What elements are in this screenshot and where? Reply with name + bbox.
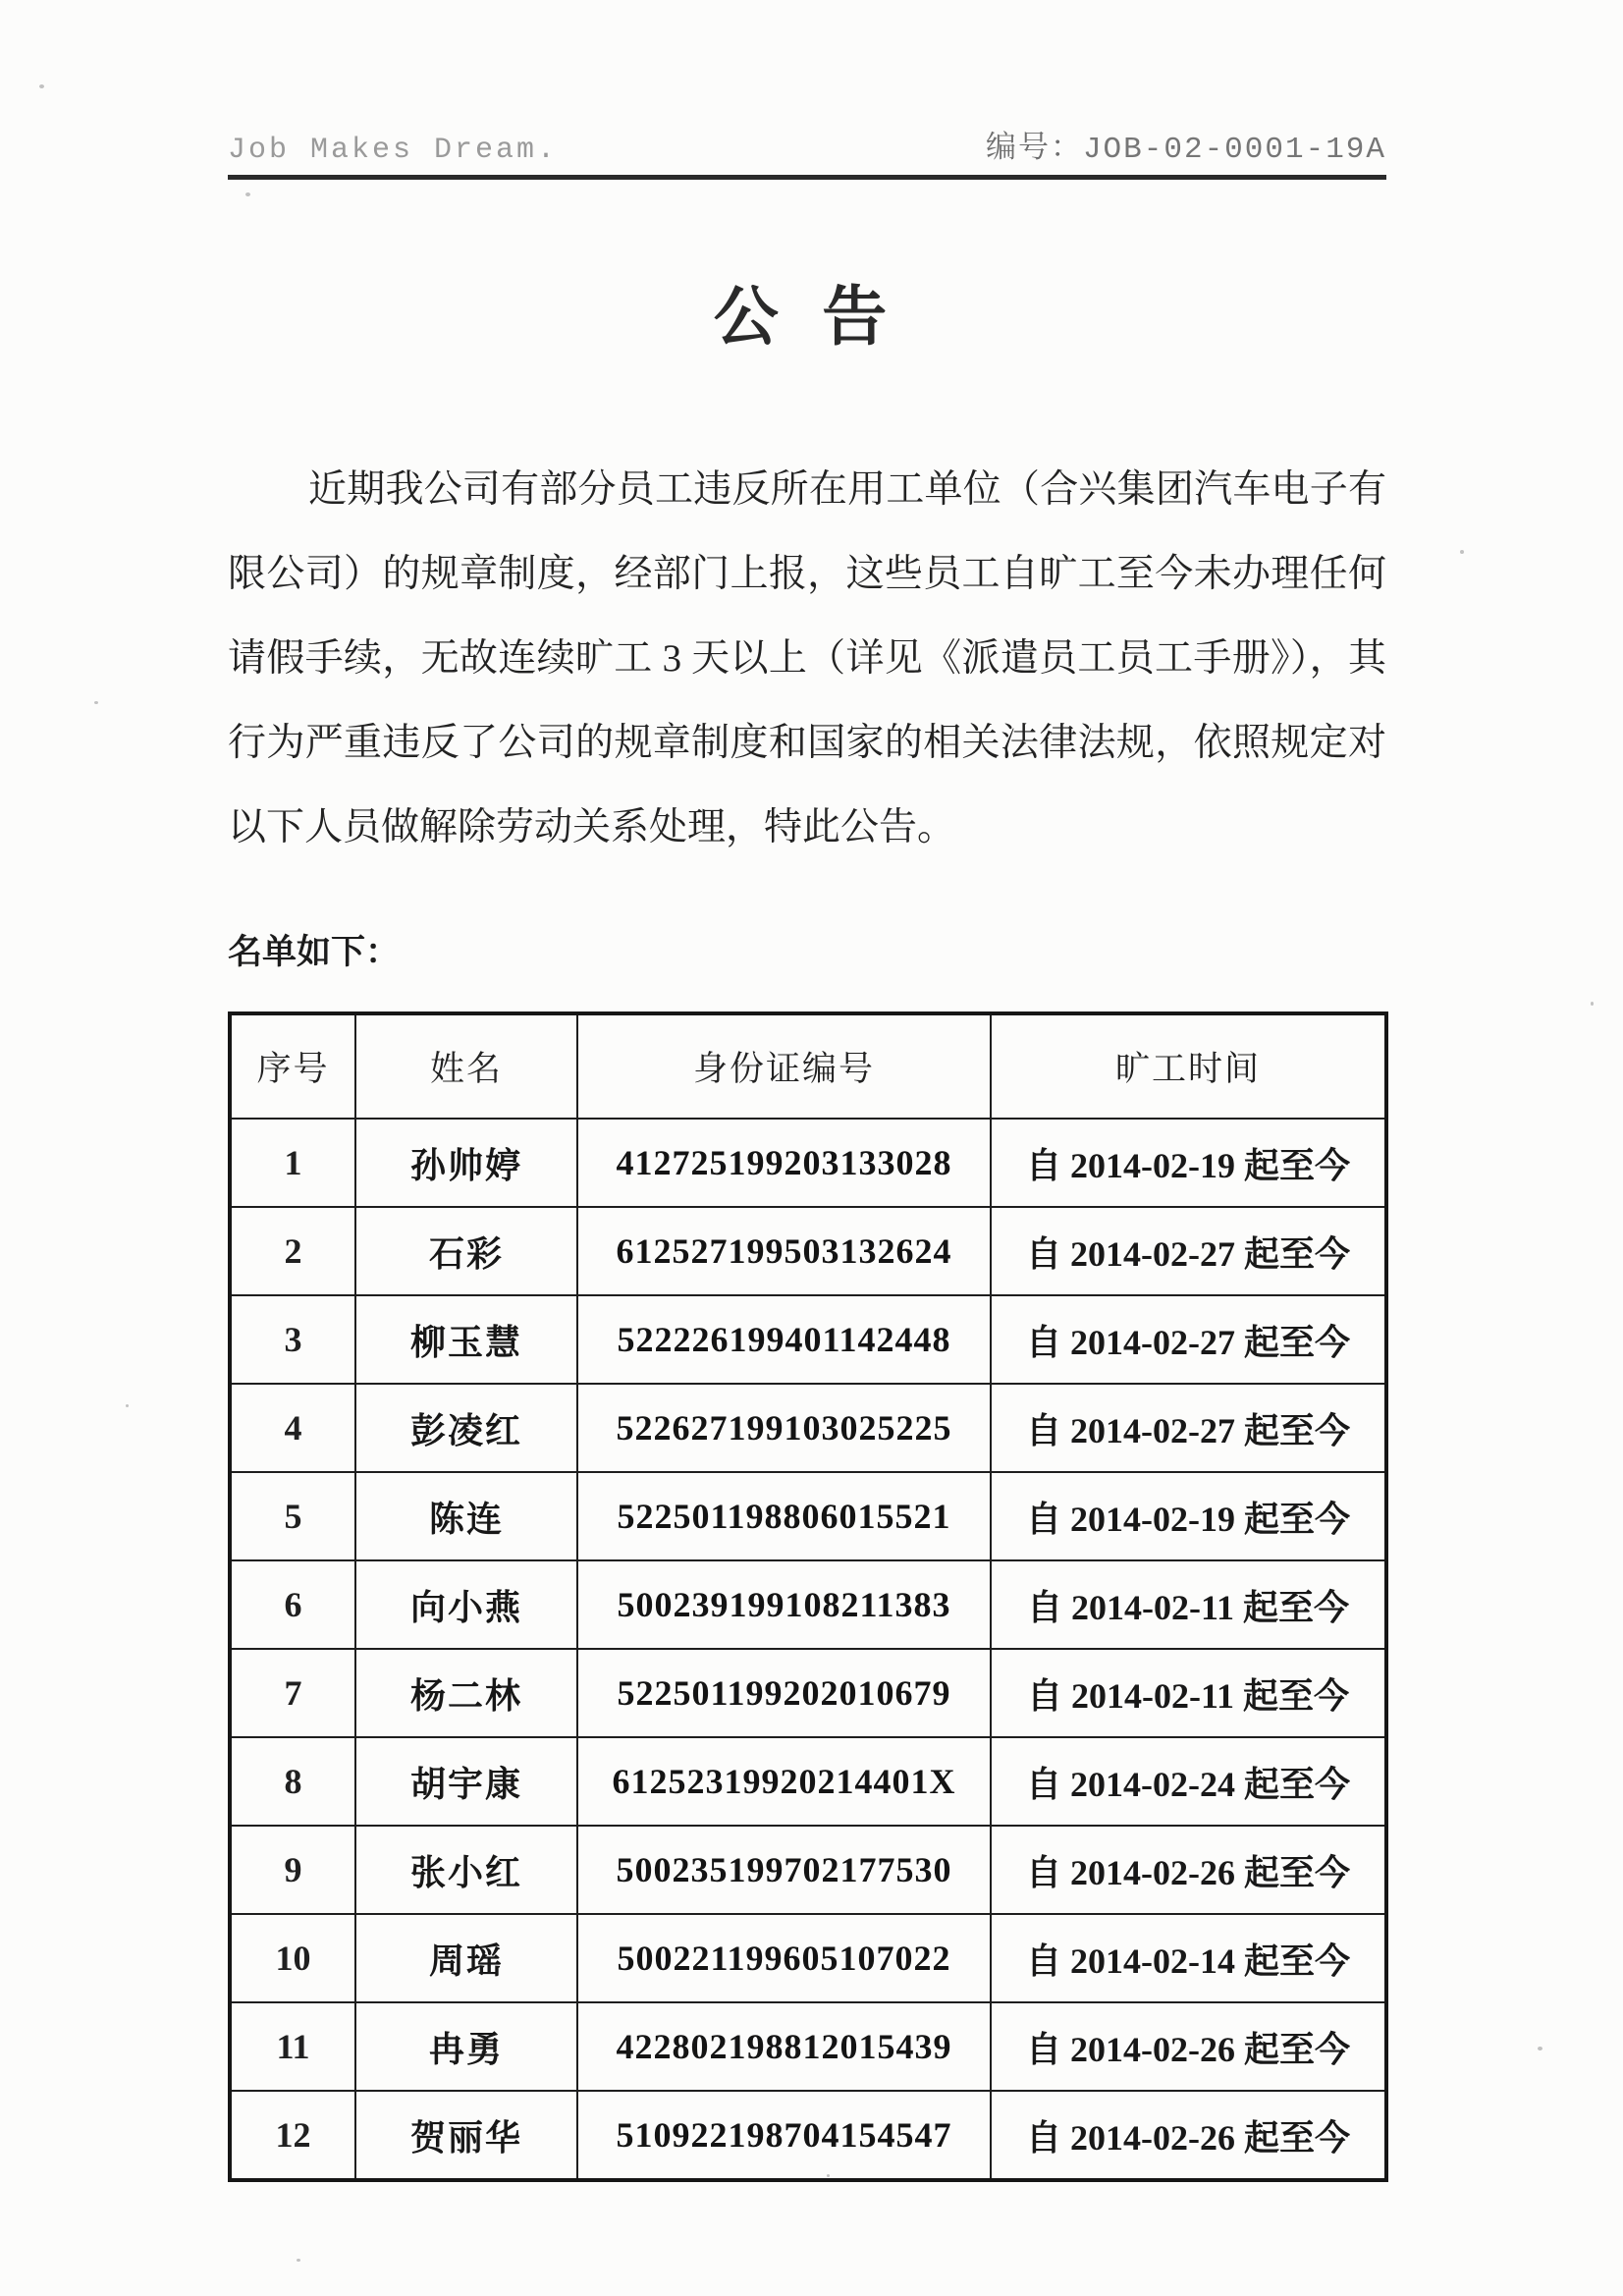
employee-name-cell: 向小燕 <box>355 1560 577 1649</box>
absence-period-cell: 自 2014-02-26 起至今 <box>991 2002 1386 2091</box>
id-number-cell: 522501198806015521 <box>577 1472 991 1560</box>
scan-speck <box>126 1404 129 1407</box>
absence-period-cell: 自 2014-02-11 起至今 <box>991 1560 1386 1649</box>
header-slogan: Job Makes Dream. <box>228 134 559 167</box>
row-index-cell: 6 <box>230 1560 355 1649</box>
row-index-cell: 12 <box>230 2091 355 2180</box>
id-number-cell: 522226199401142448 <box>577 1295 991 1384</box>
body-line: 限公司）的规章制度，经部门上报，这些员工自旷工至今未办理任何 <box>228 553 1386 595</box>
absence-period-cell: 自 2014-02-19 起至今 <box>991 1472 1386 1560</box>
employee-name-cell: 石彩 <box>355 1207 577 1295</box>
id-number-cell: 412725199203133028 <box>577 1119 991 1207</box>
table-row <box>230 1384 1386 1472</box>
id-number-cell: 612527199503132624 <box>577 1207 991 1295</box>
row-index-cell: 5 <box>230 1472 355 1560</box>
absence-period-cell: 自 2014-02-26 起至今 <box>991 1826 1386 1914</box>
absence-period-cell: 自 2014-02-27 起至今 <box>991 1295 1386 1384</box>
column-header-absence: 旷工时间 <box>991 1013 1386 1119</box>
id-number-cell: 500221199605107022 <box>577 1914 991 2002</box>
table-row <box>230 1914 1386 2002</box>
document-header <box>228 122 1386 180</box>
scan-speck <box>245 192 250 196</box>
document-number-label: 编号： <box>985 130 1083 164</box>
scan-speck <box>39 84 44 88</box>
row-index-cell: 10 <box>230 1914 355 2002</box>
employee-name-cell: 陈连 <box>355 1472 577 1560</box>
id-number-cell: 510922198704154547 <box>577 2091 991 2180</box>
table-header-row <box>230 1013 1386 1119</box>
table-row <box>230 2091 1386 2180</box>
row-index-cell: 4 <box>230 1384 355 1472</box>
absence-period-cell: 自 2014-02-26 起至今 <box>991 2091 1386 2180</box>
absence-period-cell: 自 2014-02-14 起至今 <box>991 1914 1386 2002</box>
id-number-cell: 422802198812015439 <box>577 2002 991 2091</box>
employee-name-cell: 冉勇 <box>355 2002 577 2091</box>
row-index-cell: 3 <box>230 1295 355 1384</box>
document-page <box>228 0 1386 2182</box>
table-row <box>230 1295 1386 1384</box>
table-row <box>230 1207 1386 1295</box>
document-number <box>986 122 1386 167</box>
absence-period-cell: 自 2014-02-11 起至今 <box>991 1649 1386 1737</box>
employee-name-cell: 贺丽华 <box>355 2091 577 2180</box>
absence-period-cell: 自 2014-02-24 起至今 <box>991 1737 1386 1826</box>
row-index-cell: 9 <box>230 1826 355 1914</box>
table-body <box>230 1119 1386 2180</box>
scan-speck <box>1460 550 1464 554</box>
employee-name-cell: 彭凌红 <box>355 1384 577 1472</box>
body-line: 请假手续，无故连续旷工 3 天以上（详见《派遣员工员工手册》），其 <box>228 637 1386 680</box>
employee-name-cell: 柳玉慧 <box>355 1295 577 1384</box>
table-row <box>230 1737 1386 1826</box>
table-row <box>230 1826 1386 1914</box>
id-number-cell: 500239199108211383 <box>577 1560 991 1649</box>
row-index-cell: 7 <box>230 1649 355 1737</box>
page-title: 公 告 <box>713 282 901 354</box>
table-row <box>230 2002 1386 2091</box>
table-row <box>230 1649 1386 1737</box>
row-index-cell: 1 <box>230 1119 355 1207</box>
id-number-cell: 522627199103025225 <box>577 1384 991 1472</box>
announcement-body <box>228 448 1386 870</box>
scan-speck <box>1538 2047 1542 2050</box>
column-header-index: 序号 <box>230 1013 355 1119</box>
employee-name-cell: 周瑶 <box>355 1914 577 2002</box>
body-line: 近期我公司有部分员工违反所在用工单位（合兴集团汽车电子有 <box>308 468 1386 511</box>
employee-name-cell: 胡宇康 <box>355 1737 577 1826</box>
absence-period-cell: 自 2014-02-19 起至今 <box>991 1119 1386 1207</box>
scan-speck <box>1591 1002 1594 1006</box>
column-header-id-card: 身份证编号 <box>577 1013 991 1119</box>
row-index-cell: 11 <box>230 2002 355 2091</box>
body-line: 行为严重违反了公司的规章制度和国家的相关法律法规，依照规定对 <box>228 722 1386 764</box>
id-number-cell: 500235199702177530 <box>577 1826 991 1914</box>
scan-speck <box>94 701 98 704</box>
absence-period-cell: 自 2014-02-27 起至今 <box>991 1384 1386 1472</box>
roster-label: 名单如下： <box>228 933 401 972</box>
table-row <box>230 1472 1386 1560</box>
id-number-cell: 61252319920214401X <box>577 1737 991 1826</box>
employee-name-cell: 杨二林 <box>355 1649 577 1737</box>
document-number-code: JOB-02-0001-19A <box>1082 133 1386 167</box>
column-header-name: 姓名 <box>355 1013 577 1119</box>
id-number-cell: 522501199202010679 <box>577 1649 991 1737</box>
scan-speck <box>827 2174 830 2177</box>
employee-name-cell: 张小红 <box>355 1826 577 1914</box>
row-index-cell: 2 <box>230 1207 355 1295</box>
dismissal-roster-table <box>228 1011 1388 2182</box>
table-row <box>230 1560 1386 1649</box>
row-index-cell: 8 <box>230 1737 355 1826</box>
scan-speck <box>297 2259 300 2262</box>
body-line: 以下人员做解除劳动关系处理，特此公告。 <box>228 806 956 848</box>
employee-name-cell: 孙帅婷 <box>355 1119 577 1207</box>
table-row <box>230 1119 1386 1207</box>
absence-period-cell: 自 2014-02-27 起至今 <box>991 1207 1386 1295</box>
